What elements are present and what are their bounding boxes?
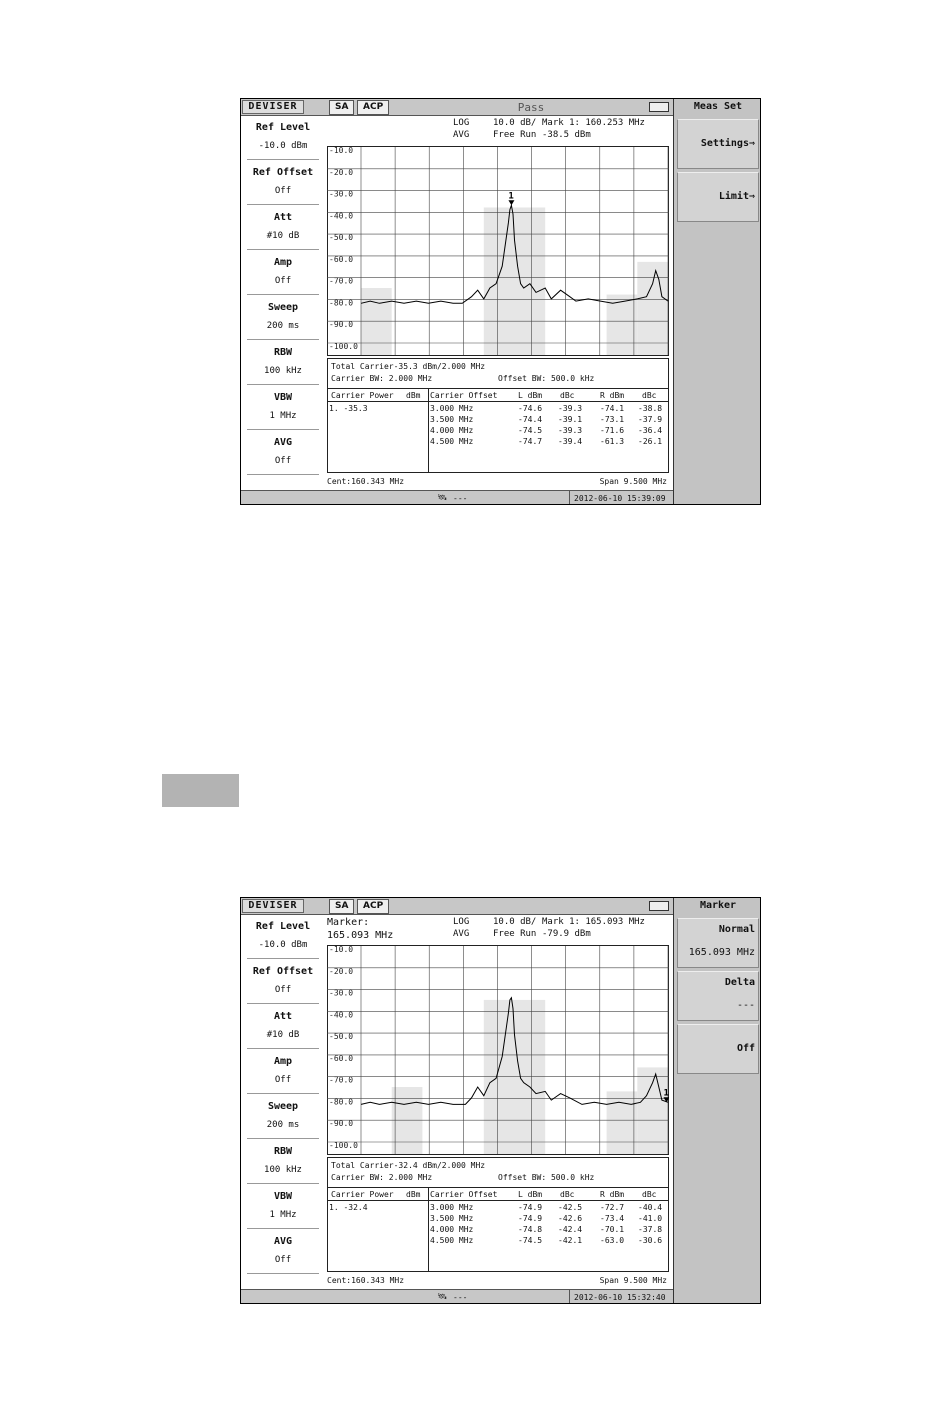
y-tick-label: -50.0 — [329, 233, 354, 243]
param-label: VBW — [273, 1191, 293, 1202]
param-ref-level[interactable] — [245, 915, 321, 959]
table-cell: -42.1 — [558, 1236, 583, 1245]
softkey-delta[interactable] — [677, 971, 759, 1021]
col-header: dBm — [406, 391, 421, 400]
placeholder-box — [162, 774, 239, 807]
y-tick-label: -60.0 — [329, 254, 354, 264]
param-sweep[interactable] — [245, 1095, 321, 1139]
channel-band — [607, 295, 638, 355]
spectrum-svg — [327, 146, 669, 357]
table-cell: -37.8 — [638, 1225, 663, 1234]
y-tick-label: -40.0 — [329, 211, 354, 221]
table-cell: -26.1 — [638, 437, 663, 446]
measurement-header — [327, 116, 671, 144]
param-amp[interactable] — [245, 251, 321, 295]
softkey-panel — [673, 898, 761, 1304]
table-cell: 4.000 MHz — [430, 1225, 474, 1234]
table-cell: -74.4 — [518, 415, 543, 424]
span-frequency: Span 9.500 MHz — [599, 477, 667, 486]
softkey-label: Delta — [724, 977, 755, 988]
table-cell: -71.6 — [600, 426, 625, 435]
scale-div: 10.0 dB/ — [493, 118, 537, 128]
col-header: L dBm — [518, 1190, 543, 1199]
y-tick-label: -10.0 — [329, 945, 354, 954]
table-cell: -73.1 — [600, 415, 625, 424]
marker-number: 1 — [663, 1088, 669, 1099]
param-rbw[interactable] — [245, 341, 321, 385]
param-amp[interactable] — [245, 1050, 321, 1094]
col-header: dBm — [406, 1190, 421, 1199]
channel-band — [637, 262, 668, 355]
col-header: L dBm — [518, 391, 543, 400]
table-cell: -41.0 — [638, 1214, 663, 1223]
param-ref-offset[interactable] — [245, 161, 321, 205]
param-label: Ref Offset — [252, 966, 314, 977]
bottom-status-bar — [241, 1289, 673, 1304]
gps-status: --- — [453, 494, 468, 503]
y-tick-label: -100.0 — [329, 342, 358, 351]
carrier-bw: Carrier BW: 2.000 MHz — [331, 374, 433, 383]
table-cell: 3.500 MHz — [430, 415, 474, 424]
param-value: #10 dB — [266, 231, 300, 241]
table-cell: -30.6 — [638, 1236, 663, 1245]
parameter-panel — [241, 915, 325, 1288]
y-tick-label: -70.0 — [329, 1075, 354, 1085]
y-tick-label: -20.0 — [329, 167, 354, 177]
softkey-off[interactable] — [677, 1024, 759, 1074]
param-sweep[interactable] — [245, 296, 321, 340]
col-header: Carrier Power — [331, 391, 394, 400]
analyzer-screen-2 — [240, 897, 761, 1304]
carrier-bw: Carrier BW: 2.000 MHz — [331, 1173, 433, 1182]
avg-mode: AVG — [453, 130, 470, 140]
channel-band — [484, 207, 545, 355]
table-cell: -38.8 — [638, 404, 663, 413]
y-tick-label: -50.0 — [329, 1032, 354, 1042]
param-value: 100 kHz — [264, 1165, 302, 1175]
avg-mode: AVG — [453, 929, 470, 939]
param-label: Att — [273, 212, 293, 223]
table-cell: 3.500 MHz — [430, 1214, 474, 1223]
table-cell: -74.8 — [518, 1225, 543, 1234]
param-label: AVG — [273, 1236, 293, 1247]
softkey-label: Limit⇒ — [718, 191, 755, 202]
param-value: #10 dB — [266, 1030, 300, 1040]
col-header: dBc — [560, 391, 575, 400]
marker-label: Marker: — [327, 917, 370, 928]
tab-acp[interactable]: ACP — [357, 899, 389, 914]
marker-value: 165.093 MHz — [327, 930, 394, 941]
spectrum-plot[interactable] — [327, 146, 669, 357]
menu-title: Meas Set — [693, 101, 743, 112]
tab-sa[interactable]: SA — [329, 899, 354, 914]
carrier-power-value: 1. -32.4 — [329, 1203, 368, 1212]
trigger-mode: Free Run — [493, 929, 537, 939]
freq-footer — [327, 475, 669, 487]
status-title: Pass — [517, 101, 545, 114]
menu-title: Marker — [699, 900, 737, 911]
gps-icon: 🛰 — [437, 1292, 448, 1301]
softkey-limit[interactable] — [677, 172, 759, 222]
col-header: Carrier Offset — [430, 391, 498, 400]
top-status-bar — [241, 99, 673, 116]
param-att[interactable] — [245, 206, 321, 250]
spectrum-plot[interactable] — [327, 945, 669, 1156]
param-value: Off — [274, 1075, 292, 1085]
softkey-label: Normal — [718, 924, 755, 935]
scale-mode: LOG — [453, 118, 470, 128]
table-cell: -42.6 — [558, 1214, 583, 1223]
trigger-mode: Free Run — [493, 130, 537, 140]
table-cell: 4.500 MHz — [430, 437, 474, 446]
y-tick-label: -90.0 — [329, 320, 354, 330]
table-cell: -73.4 — [600, 1214, 625, 1223]
param-label: Amp — [273, 257, 293, 268]
table-cell: -39.4 — [558, 437, 583, 446]
gps-icon: 🛰 — [437, 493, 448, 502]
brand-logo: DEVISER — [242, 899, 304, 913]
param-att[interactable] — [245, 1005, 321, 1049]
total-carrier: Total Carrier-32.4 dBm/2.000 MHz — [331, 1161, 486, 1170]
param-value: Off — [274, 985, 292, 995]
table-cell: -36.4 — [638, 426, 663, 435]
softkey-settings[interactable] — [677, 119, 759, 169]
table-cell: -74.9 — [518, 1214, 543, 1223]
table-cell: -37.9 — [638, 415, 663, 424]
param-vbw[interactable] — [245, 1185, 321, 1229]
top-status-bar — [241, 898, 673, 915]
analyzer-screen-1 — [240, 98, 761, 505]
span-frequency: Span 9.500 MHz — [599, 1276, 667, 1285]
param-ref-offset[interactable] — [245, 960, 321, 1004]
param-label: Ref Level — [255, 921, 311, 932]
param-value: 200 ms — [266, 1120, 300, 1130]
tab-acp[interactable]: ACP — [357, 100, 389, 115]
col-header: dBc — [642, 391, 657, 400]
offset-bw: Offset BW: 500.0 kHz — [498, 374, 595, 383]
param-value: Off — [274, 186, 292, 196]
param-vbw[interactable] — [245, 386, 321, 430]
param-label: VBW — [273, 392, 293, 403]
table-cell: -63.0 — [600, 1236, 625, 1245]
param-value: 1 MHz — [269, 1210, 297, 1220]
table-cell: -40.4 — [638, 1203, 663, 1212]
offset-bw: Offset BW: 500.0 kHz — [498, 1173, 595, 1182]
center-frequency: Cent:160.343 MHz — [327, 477, 405, 486]
param-label: Ref Offset — [252, 167, 314, 178]
softkey-sub: 165.093 MHz — [688, 947, 755, 958]
table-cell: -74.7 — [518, 437, 543, 446]
acp-results-table — [327, 1157, 669, 1272]
y-tick-label: -70.0 — [329, 276, 354, 286]
param-label: Ref Level — [255, 122, 311, 133]
col-header: R dBm — [600, 1190, 625, 1199]
param-value: Off — [274, 276, 292, 286]
softkey-label: Off — [736, 1043, 755, 1054]
marker-level: -79.9 dBm — [542, 929, 591, 939]
y-tick-label: -10.0 — [329, 146, 354, 155]
param-ref-level[interactable] — [245, 116, 321, 160]
y-tick-label: -80.0 — [329, 298, 354, 308]
param-value: -10.0 dBm — [258, 141, 308, 151]
param-avg[interactable] — [245, 431, 321, 475]
y-tick-label: -60.0 — [329, 1053, 354, 1063]
tab-sa[interactable]: SA — [329, 100, 354, 115]
marker-level: -38.5 dBm — [542, 130, 591, 140]
gps-status: --- — [453, 1293, 468, 1302]
y-tick-label: -80.0 — [329, 1097, 354, 1107]
softkey-sub: --- — [736, 1000, 755, 1011]
y-tick-label: -100.0 — [329, 1141, 358, 1150]
table-cell: 4.500 MHz — [430, 1236, 474, 1245]
marker-number: 1 — [508, 191, 514, 202]
table-cell: -61.3 — [600, 437, 625, 446]
param-avg[interactable] — [245, 1230, 321, 1274]
param-value: 1 MHz — [269, 411, 297, 421]
col-header: dBc — [560, 1190, 575, 1199]
table-cell: -42.4 — [558, 1225, 583, 1234]
total-carrier: Total Carrier-35.3 dBm/2.000 MHz — [331, 362, 486, 371]
softkey-normal[interactable] — [677, 918, 759, 968]
param-value: -10.0 dBm — [258, 940, 308, 950]
channel-band — [607, 1091, 638, 1154]
param-label: Att — [273, 1011, 293, 1022]
param-label: Sweep — [267, 1101, 299, 1112]
marker-info: Mark 1: 160.253 MHz — [542, 118, 645, 128]
table-cell: -74.5 — [518, 426, 543, 435]
param-value: 100 kHz — [264, 366, 302, 376]
table-cell: -74.9 — [518, 1203, 543, 1212]
y-tick-label: -30.0 — [329, 189, 354, 199]
table-cell: -39.3 — [558, 426, 583, 435]
table-cell: -42.5 — [558, 1203, 583, 1212]
battery-icon — [649, 102, 669, 112]
param-rbw[interactable] — [245, 1140, 321, 1184]
channel-band — [637, 1067, 668, 1154]
table-cell: -74.1 — [600, 404, 625, 413]
y-tick-label: -30.0 — [329, 988, 354, 998]
spectrum-svg — [327, 945, 669, 1156]
y-tick-label: -90.0 — [329, 1119, 354, 1129]
table-cell: 3.000 MHz — [430, 404, 474, 413]
col-header: dBc — [642, 1190, 657, 1199]
table-cell: 4.000 MHz — [430, 426, 474, 435]
softkey-label: Settings⇒ — [700, 138, 755, 149]
softkey-panel — [673, 99, 761, 505]
col-header: Carrier Power — [331, 1190, 394, 1199]
param-value: 200 ms — [266, 321, 300, 331]
param-label: Amp — [273, 1056, 293, 1067]
freq-footer — [327, 1274, 669, 1286]
datetime: 2012-06-10 15:32:40 — [574, 1293, 666, 1302]
param-label: Sweep — [267, 302, 299, 313]
param-label: AVG — [273, 437, 293, 448]
col-header: R dBm — [600, 391, 625, 400]
param-value: Off — [274, 1255, 292, 1265]
param-value: Off — [274, 456, 292, 466]
table-cell: -39.1 — [558, 415, 583, 424]
col-header: Carrier Offset — [430, 1190, 498, 1199]
table-cell: 3.000 MHz — [430, 1203, 474, 1212]
param-label: RBW — [273, 1146, 293, 1157]
table-cell: -70.1 — [600, 1225, 625, 1234]
datetime: 2012-06-10 15:39:09 — [574, 494, 666, 503]
scale-mode: LOG — [453, 917, 470, 927]
table-cell: -74.6 — [518, 404, 543, 413]
bottom-status-bar — [241, 490, 673, 505]
table-cell: -74.5 — [518, 1236, 543, 1245]
y-tick-label: -20.0 — [329, 966, 354, 976]
battery-icon — [649, 901, 669, 911]
center-frequency: Cent:160.343 MHz — [327, 1276, 405, 1285]
brand-logo: DEVISER — [242, 100, 304, 114]
measurement-header — [327, 915, 671, 943]
y-tick-label: -40.0 — [329, 1010, 354, 1020]
table-cell: -72.7 — [600, 1203, 625, 1212]
table-cell: -39.3 — [558, 404, 583, 413]
parameter-panel — [241, 116, 325, 489]
scale-div: 10.0 dB/ — [493, 917, 537, 927]
param-label: RBW — [273, 347, 293, 358]
acp-results-table — [327, 358, 669, 473]
marker-info: Mark 1: 165.093 MHz — [542, 917, 645, 927]
carrier-power-value: 1. -35.3 — [329, 404, 368, 413]
